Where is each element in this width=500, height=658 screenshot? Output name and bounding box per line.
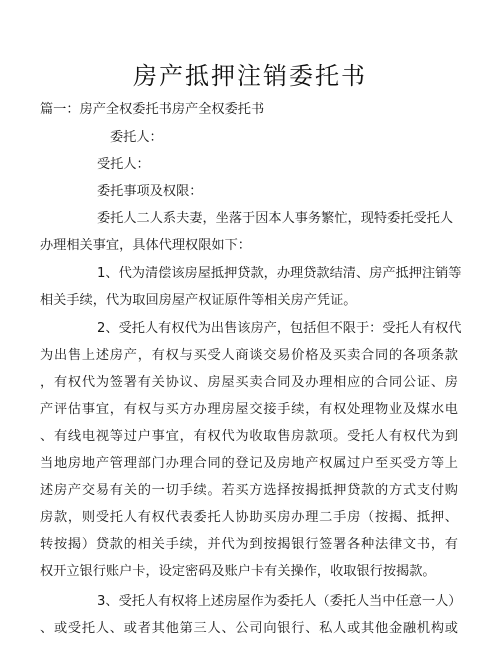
paragraph-line: 办理相关事宜，具体代理权限如下： [40,238,251,253]
paragraph-line: 述房产交易有关的一切手续。若买方选择按揭抵押贷款的方式支付购 [40,483,458,498]
principal-label: 委托人： [110,130,163,145]
paragraph-line: 相关手续，代为取回房屋产权证原件等相关房产凭证。 [40,293,357,308]
paragraph-line: 为出售上述房产，有权与买受人商谈交易价格及买卖合同的各项条款 [40,348,458,363]
paragraph-line: 2、受托人有权代为出售该房产，包括但不限于：受托人有权代 [97,321,462,336]
agent-label: 受托人： [97,157,150,172]
paragraph-line: 产评估事宜，有权与买方办理房屋交接手续，有权处理物业及煤水电 [40,402,458,417]
paragraph-line: 权开立银行账户卡，设定密码及账户卡有关操作，收取银行按揭款。 [40,564,436,579]
paragraph-line: 3、受托人有权将上述房屋作为委托人（委托人当中任意一人） [97,594,462,609]
paragraph-line: 、有线电视等过户事宜，有权代为收取售房款项。受托人有权代为到 [40,429,458,444]
document-subtitle: 篇一：房产全权委托书房产全权委托书 [40,102,265,117]
paragraph-line: ，有权代为签署有关协议、房屋买卖合同及办理相应的合同公证、房 [40,375,458,390]
document-title: 房产抵押注销委托书 [133,62,367,90]
paragraph-line: 转按揭）贷款的相关手续，并代为到按揭银行签署各种法律文书，有 [40,537,458,552]
paragraph-line: 房款，则受托人有权代表委托人协助买房办理二手房（按揭、抵押、 [40,510,458,525]
paragraph-line: 委托人二人系夫妻，坐落于因本人事务繁忙，现特委托受托人 [97,211,454,226]
paragraph-line: 、或受托人、或者其他第三人、公司向银行、私人或其他金融机构或 [40,621,458,636]
scope-label: 委托事项及权限： [97,184,203,199]
paragraph-line: 当地房地产管理部门办理合同的登记及房地产权属过户至买受方等上 [40,456,458,471]
paragraph-line: 1、代为清偿该房屋抵押贷款，办理贷款结清、房产抵押注销等 [97,266,462,281]
